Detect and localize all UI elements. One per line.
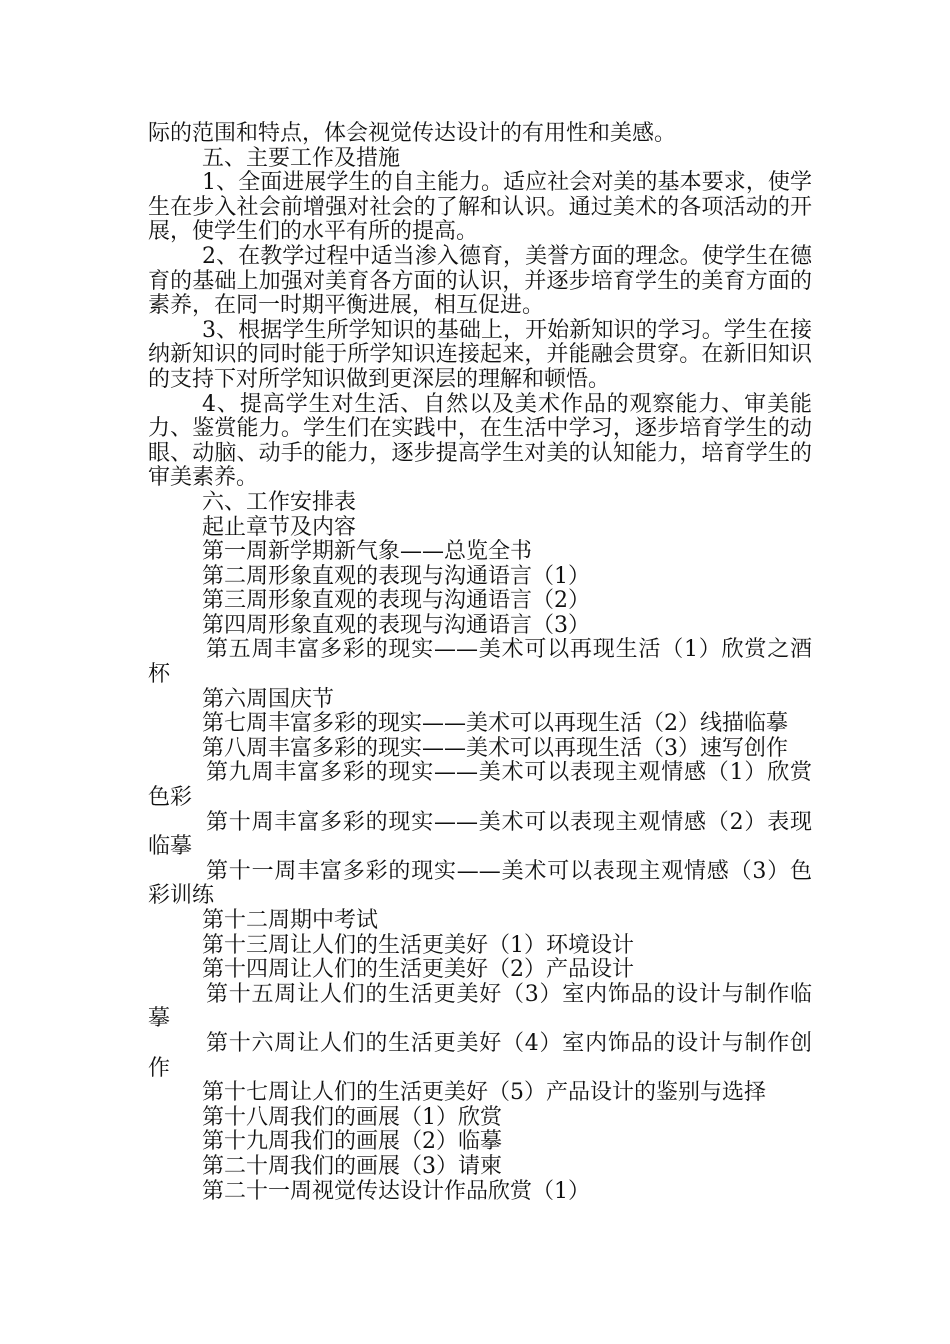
section-heading-schedule: 六、工作安排表: [202, 489, 357, 515]
schedule-week-4: 第四周形象直观的表现与沟通语言（3）: [202, 612, 590, 638]
schedule-week-19: 第十九周我们的画展（2）临摹: [202, 1129, 502, 1155]
paragraph-measure-2: 2、在教学过程中适当渗入德育，美誉方面的理念。使学生在德育的基础上加强对美育各方面的认识，并逐步培育学生的美育方面的素养，在同一时期平衡进展，相互促进。: [148, 243, 812, 319]
paragraph-measure-3: 3、根据学生所学知识的基础上，开始新知识的学习。学生在接纳新知识的同时能于所学知识连接起来，并能融会贯穿。在新旧知识的支持下对所学知识做到更深层的理解和顿悟。: [148, 317, 812, 392]
schedule-week-13: 第十三周让人们的生活更美好（1）环境设计: [202, 932, 634, 958]
schedule-week-14: 第十四周让人们的生活更美好（2）产品设计: [202, 957, 634, 983]
schedule-week-17: 第十七周让人们的生活更美好（5）产品设计的鉴别与选择: [202, 1080, 766, 1106]
schedule-week-11: 第十一周丰富多彩的现实——美术可以表现主观情感（3）色彩训练: [148, 858, 812, 909]
schedule-week-10: 第十周丰富多彩的现实——美术可以表现主观情感（2）表现临摹: [148, 809, 812, 860]
schedule-week-2: 第二周形象直观的表现与沟通语言（1）: [202, 563, 590, 589]
schedule-week-1: 第一周新学期新气象——总览全书: [202, 539, 533, 565]
schedule-week-21: 第二十一周视觉传达设计作品欣赏（1）: [202, 1178, 590, 1204]
schedule-week-18: 第十八周我们的画展（1）欣赏: [202, 1104, 502, 1130]
schedule-week-15: 第十五周让人们的生活更美好（3）室内饰品的设计与制作临摹: [148, 981, 812, 1032]
schedule-week-12: 第十二周期中考试: [202, 908, 379, 933]
paragraph-measure-1: 1、全面进展学生的自主能力。适应社会对美的基本要求，使学生在步入社会前增强对社会的了解和认识。通过美术的各项活动的开展，使学生们的水平有所的提高。: [148, 170, 812, 245]
section-heading-main-work: 五、主要工作及措施: [202, 145, 401, 171]
schedule-week-3: 第三周形象直观的表现与沟通语言（2）: [202, 588, 590, 614]
schedule-week-8: 第八周丰富多彩的现实——美术可以再现生活（3）速写创作: [202, 735, 788, 761]
schedule-week-6: 第六周国庆节: [202, 686, 335, 712]
paragraph-measure-4: 4、提高学生对生活、自然以及美术作品的观察能力、审美能力、鉴赏能力。学生们在实践中，在生活中学习，逐步培育学生的动眼、动脑、动手的能力，逐步提高学生对美的认知能力，培育学生的审美素养。: [148, 391, 812, 491]
schedule-week-9: 第九周丰富多彩的现实——美术可以表现主观情感（1）欣赏色彩: [148, 760, 812, 811]
schedule-week-20: 第二十周我们的画展（3）请柬: [202, 1153, 502, 1179]
schedule-week-7: 第七周丰富多彩的现实——美术可以再现生活（2）线描临摹: [202, 711, 788, 737]
schedule-week-16: 第十六周让人们的生活更美好（4）室内饰品的设计与制作创作: [148, 1030, 812, 1081]
document-body: [148, 122, 812, 1204]
schedule-header: 起止章节及内容: [202, 514, 357, 540]
schedule-week-5: 第五周丰富多彩的现实——美术可以再现生活（1）欣赏之酒杯: [148, 637, 812, 688]
paragraph-continuation: 际的范围和特点，体会视觉传达设计的有用性和美感。: [148, 121, 677, 146]
